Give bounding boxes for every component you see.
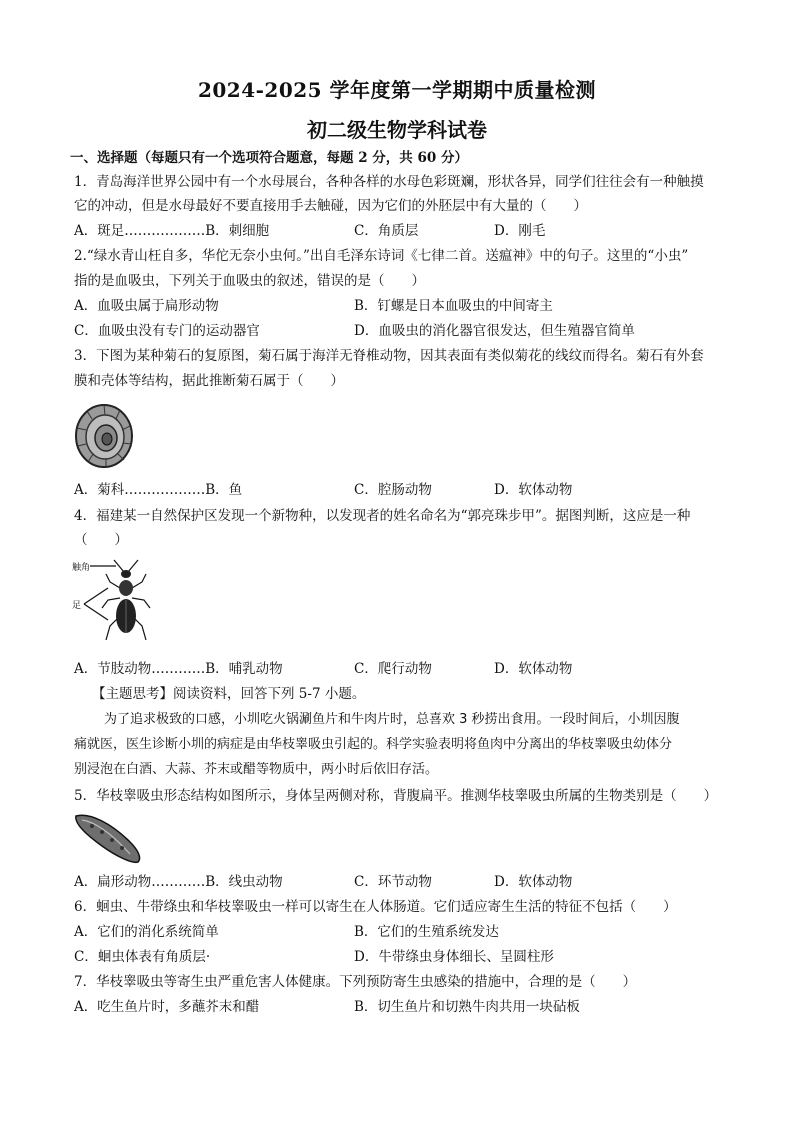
- question-4-line-2: （ ）: [74, 532, 128, 548]
- theme-heading: 【主题思考】阅读资料，回答下列 5-7 小题。: [92, 686, 366, 702]
- question-1-line-1: 1．青岛海洋世界公园中有一个水母展台，各种各样的水母色彩斑斓，形状各异，同学们往往会有一种触摸: [74, 174, 704, 190]
- ammonite-fossil-image: [74, 402, 134, 470]
- question-2-line-2: 指的是血吸虫，下列关于血吸虫的叙述，错误的是（ ）: [74, 273, 425, 289]
- question-4-option-c: C．爬行动物: [354, 661, 432, 677]
- question-2-option-b: B．钉螺是日本血吸虫的中间寄主: [354, 298, 553, 314]
- question-6-option-a: A．它们的消化系统简单: [74, 924, 219, 940]
- question-1-option-ab: A．斑足………………B．刺细胞: [74, 223, 270, 239]
- page-title: 2024-2025 学年度第一学期期中质量检测: [197, 78, 597, 102]
- question-3-option-d: D．软体动物: [494, 482, 573, 498]
- beetle-icon: [72, 558, 162, 650]
- question-6-option-c: C．蛔虫体表有角质层·: [74, 949, 211, 965]
- question-5-option-ab: A．扁形动物…………B．线虫动物: [74, 874, 283, 890]
- question-5-option-d: D．软体动物: [494, 874, 573, 890]
- theme-paragraph-line-1: 为了追求极致的口感，小圳吃火锅涮鱼片和牛肉片时，总喜欢 3 秒捞出食用。一段时间后，小圳因腹: [104, 712, 680, 727]
- question-6-line-1: 6．蛔虫、牛带绦虫和华枝睾吸虫一样可以寄生在人体肠道。它们适应寄生生活的特征不包括（ ）: [74, 899, 677, 915]
- question-2-line-1: 2.“绿水青山枉自多，华佗无奈小虫何。”出自毛泽东诗词《七律二首。送瘟神》中的句子。这里的“小虫”: [74, 248, 689, 264]
- section-heading: 一、选择题（每题只有一个选项符合题意，每题 2 分，共 60 分）: [70, 150, 468, 166]
- question-2-option-a: A．血吸虫属于扁形动物: [74, 298, 219, 314]
- question-7-line-1: 7．华枝睾吸虫等寄生虫严重危害人体健康。下列预防寄生虫感染的措施中，合理的是（ ）: [74, 974, 637, 990]
- question-6-option-b: B．它们的生殖系统发达: [354, 924, 499, 940]
- question-1-line-2: 它的冲动，但是水母最好不要直接用手去触碰，因为它们的外胚层中有大量的（ ）: [74, 198, 587, 214]
- theme-paragraph-line-3: 别浸泡在白酒、大蒜、芥末或醋等物质中，两小时后依旧存活。: [74, 762, 439, 777]
- question-3-line-2: 膜和壳体等结构，据此推断菊石属于（ ）: [74, 373, 344, 389]
- question-7-option-a: A．吃生鱼片时，多蘸芥末和醋: [74, 999, 260, 1015]
- page-subtitle: 初二级生物学科试卷: [307, 118, 487, 142]
- question-1-option-d: D．刚毛: [494, 223, 546, 239]
- question-3-option-c: C．腔肠动物: [354, 482, 432, 498]
- question-3-line-1: 3．下图为某种菊石的复原图，菊石属于海洋无脊椎动物，因其表面有类似菊花的线纹而得名。菊石有外套: [74, 348, 704, 364]
- question-5-option-c: C．环节动物: [354, 874, 432, 890]
- question-3-option-ab: A．菊科………………B．鱼: [74, 482, 243, 498]
- question-7-option-b: B．切生鱼片和切熟牛肉共用一块砧板: [354, 999, 580, 1015]
- question-1-option-c: C．角质层: [354, 223, 419, 239]
- leg-label: 足: [72, 601, 82, 611]
- question-4-option-d: D．软体动物: [494, 661, 573, 677]
- question-4-line-1: 4．福建某一自然保护区发现一个新物种，以发现者的姓名命名为“郭亮珠步甲”。据图判断，这应是一种: [74, 508, 691, 524]
- beetle-diagram: [72, 558, 162, 650]
- theme-paragraph-line-2: 痛就医，医生诊断小圳的病症是由华枝睾吸虫引起的。科学实验表明将鱼肉中分离出的华枝睾吸虫幼体分: [74, 737, 673, 752]
- question-4-option-ab: A．节肢动物…………B．哺乳动物: [74, 661, 283, 677]
- question-5-line-1: 5．华枝睾吸虫形态结构如图所示，身体呈两侧对称，背腹扁平。推测华枝睾吸虫所属的生物类别是（ ）: [74, 788, 718, 804]
- liver-fluke-image: [72, 810, 146, 866]
- antenna-label: 触角: [72, 563, 91, 573]
- question-6-option-d: D．牛带绦虫身体细长、呈圆柱形: [354, 949, 554, 965]
- question-2-option-c: C．血吸虫没有专门的运动器官: [74, 323, 260, 339]
- question-2-option-d: D．血吸虫的消化器官很发达，但生殖器官简单: [354, 323, 635, 339]
